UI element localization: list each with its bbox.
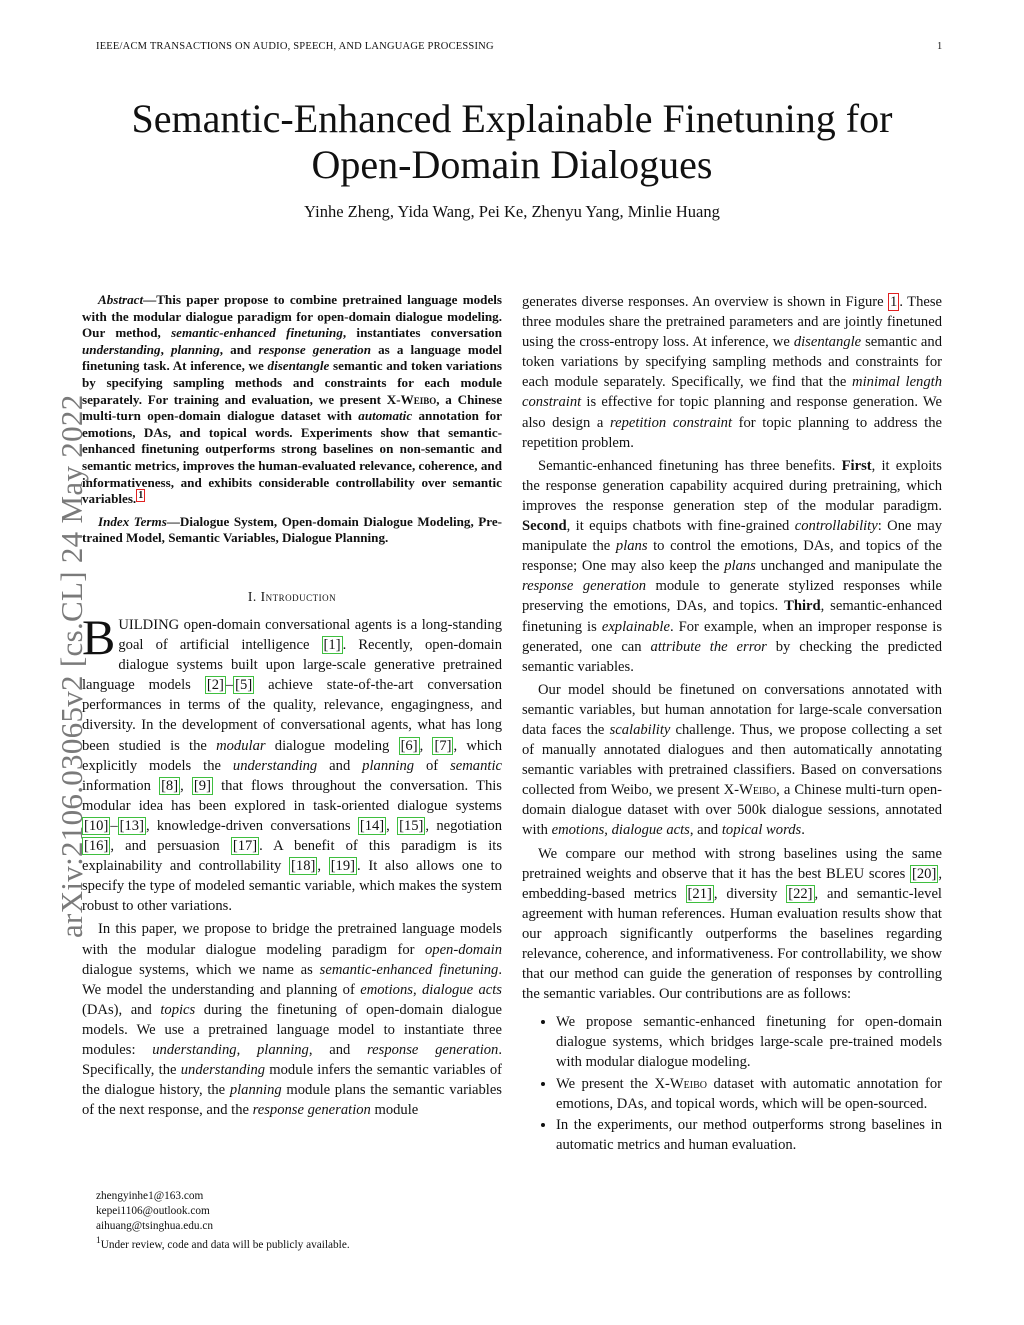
section-title: Introduction: [260, 588, 337, 604]
footnote-email-3: aihuang@tsinghua.edu.cn: [96, 1220, 214, 1232]
arxiv-stamp: arXiv:2106.03065v2 [cs.CL] 24 May 2022: [54, 394, 89, 938]
right-column: [522, 292, 942, 1156]
section-heading: [82, 587, 502, 607]
intro-paragraph-2: In this paper, we propose to bridge the pretrained language models with the modular dialogue modeling paradigm for open-domain dialogue systems, which we name as semantic-enhanced finetuning. We model the understanding and planning of emotions, dialogue acts (DAs), and topics during the finetuning of open-domain dialogue models. We use a pretrained language model to instantiate three modules: understanding, planning, and response generation. Specifically, the understanding module infers the semantic variables of the dialogue history, the planning module plans the semantic variables of the next response, and the response generation module: [82, 921, 503, 1119]
footnote-email-1: zhengyinhe1@163.com: [96, 1190, 204, 1202]
right-paragraph-1: generates diverse responses. An overview is shown in Figure 1 . These three modules share the pretrained parameters and are jointly finetuned using the cross-entropy loss. At inference, we disentangle semantic and token variations by specifying sampling methods and constraints for each module separately. Specifically, we find that the minimal length constraint is effective for topic planning and response generation. We also design a repetition constraint for topic planning to address the repetition problem.: [522, 294, 942, 451]
abstract-text: —This paper propose to combine pretrained language models with the modular dialogue paradigm for open-domain dialogue modeling. Our method, semantic-enhanced finetuning, instantiates conversation understanding, planning, and response generation as a language model finetuning task. At inference, we disentangle semantic and token variations by specifying sampling methods and constraints for each module separately. For training and evaluation, we present X-Weibo, a Chinese multi-turn open-domain dialogue dataset with automatic annotation for emotions, DAs, and topical words. Experiments show that semantic-enhanced finetuning outperforms strong baselines on non-semantic and semantic metrics, improves the human-evaluated relevance, coherence, and informativeness, and exhibits considerable controllability over semantic variables. $^1$: [82, 292, 503, 507]
section-number: I.: [247, 588, 257, 604]
right-paragraph-2: Semantic-enhanced finetuning has three benefits. First, it exploits the response generation capability acquired during pretraining, which improves the response generation step of the modular paradigm. Second, it equips chatbots with fine-grained controllability: One may manipulate the plans to control the emotions, DAs, and topics of the response; One may also keep the plans unchanged and manipulate the response generation module to generate stylized responses while preserving the emotions, DAs, and topics. Third, semantic-enhanced finetuning is explainable. For example, when an improper response is generated, one can attribute the error by checking the predicted semantic variables.: [522, 457, 943, 675]
footnote-1: [96, 1234, 496, 1253]
abstract: [82, 292, 502, 508]
running-head: IEEE/ACM TRANSACTIONS ON AUDIO, SPEECH, AND LANGUAGE PROCESSING: [96, 41, 494, 52]
abstract-label: Abstract: [98, 292, 144, 307]
title-line-1: Semantic-Enhanced Explainable Finetuning for: [131, 96, 893, 141]
footnote-1-mark: 1: [96, 1236, 101, 1246]
right-paragraph-3: Our model should be finetuned on conversations annotated with semantic variables, but human annotation for large-scale conversation data faces the scalability challenge. Thus, we propose collecting a set of manually annotated dialogues and then automatically annotating semantic variables with pretrained classifiers. Based on conversations collected from Weibo, we present X-Weibo, a Chinese multi-turn open-domain dialogue dataset with over 500k dialogue sessions, annotated with emotions, dialogue acts, and topical words.: [522, 681, 942, 839]
paper-title: [60, 96, 964, 188]
title-line-2: Open-Domain Dialogues: [311, 142, 713, 187]
contributions-list: [522, 1012, 942, 1155]
author-list: Yinhe Zheng, Yida Wang, Pei Ke, Zhenyu Yang, Minlie Huang: [304, 202, 720, 221]
right-paragraph-4: We compare our method with strong baselines using the same pretrained weights and observe that it has the best BLEU scores [20] , embedding-based metrics [21] , diversity [22] , and semantic-level agreement with human references. Human evaluation results show that our approach significantly outperforms the baselines regarding relevance, coherence, and informativeness. For controllability, we show that our method can guide the generation of responses by controlling the semantic variables. Our contributions are as follows:: [522, 845, 942, 1003]
index-terms: [82, 514, 502, 547]
index-terms-label: Index Terms: [98, 513, 167, 529]
contribution-item: • We present the X-Weibo dataset with automatic annotation for emotions, DAs, and topical words, which will be open-sourced.: [556, 1074, 942, 1114]
drop-cap: B: [82, 609, 116, 665]
index-terms-text: —Dialogue System, Open-domain Dialogue Modeling, Pre-trained Model, Semantic Variables, Dialogue Planning.: [82, 513, 502, 546]
contribution-item: • In the experiments, our method outperforms strong baselines in automatic metrics and human evaluation.: [556, 1115, 942, 1155]
footnote-email-2: kepei1106@outlook.com: [96, 1205, 210, 1217]
intro-paragraph-1-text: UILDING open-domain conversational agents is a long-standing goal of artificial intelligence [1] . Recently, open-domain dialogue systems built upon large-scale generative pretrained language models [2] – [5] achieve state-of-the-art conversation performances in terms of the quality, relevance, engagingness, and diversity. In the development of conversational agents, what has long been studied is the modular dialogue modeling [6] , [7] , which explicitly models the understanding and planning of semantic information [8] , [9] that flows throughout the conversation. This modular idea has been explored in task-oriented dialogue systems [10] – [13] , knowledge-driven conversations [14] , [15] , negotiation [16] , and persuasion [17] . A benefit of this paradigm is its explainability and controllability [18] , [19] . It also allows one to specify the type of modeled semantic variable, which makes the system robust to other variations.: [82, 617, 503, 915]
footnotes: [96, 1189, 496, 1253]
page-number: 1: [937, 41, 943, 52]
intro-paragraph-1: [82, 609, 503, 916]
contribution-item: • We propose semantic-enhanced finetuning for open-domain dialogue systems, which bridges large-scale pre-trained models with modular dialogue modeling.: [556, 1012, 942, 1072]
left-column: [82, 292, 502, 1120]
footnote-1-text: Under review, code and data will be publicly available.: [100, 1238, 350, 1251]
